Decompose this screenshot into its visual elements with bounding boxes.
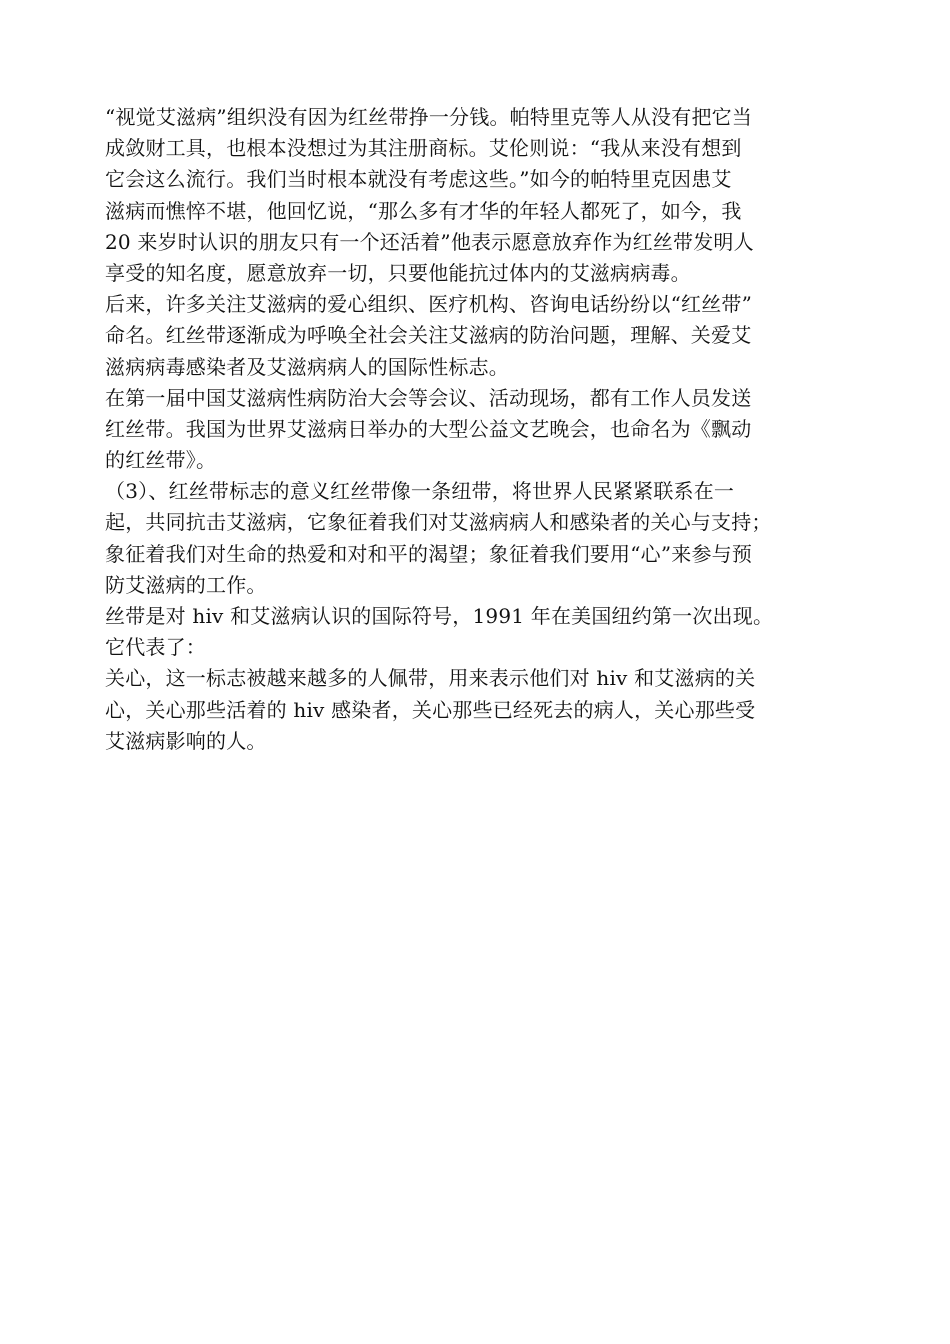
text-line: 享受的知名度，愿意放弃一切，只要他能抗过体内的艾滋病病毒。 (105, 260, 691, 285)
text-line: 它代表了： (105, 635, 206, 660)
text-line: 防艾滋病的工作。 (105, 572, 267, 597)
text-line: 滋病病毒感染者及艾滋病病人的国际性标志。 (105, 354, 509, 379)
document-body (105, 102, 853, 757)
text-line: 关心，这一标志被越来越多的人佩带，用来表示他们对 hiv 和艾滋病的关 (105, 666, 756, 691)
text-line: （3）、红丝带标志的意义红丝带像一条纽带，将世界人民紧紧联系在一 (105, 479, 735, 504)
text-line: 红丝带。我国为世界艾滋病日举办的大型公益文艺晚会，也命名为《飘动 (105, 416, 752, 441)
text-line: 丝带是对 hiv 和艾滋病认识的国际符号，1991 年在美国纽约第一次出现。 (105, 604, 774, 628)
text-line: 20 来岁时认识的朋友只有一个还活着”他表示愿意放弃作为红丝带发明人 (105, 229, 754, 254)
text-line: 命名。红丝带逐渐成为呼唤全社会关注艾滋病的防治问题，理解、关爱艾 (105, 323, 752, 348)
text-line: 在第一届中国艾滋病性病防治大会等会议、活动现场，都有工作人员发送 (105, 385, 752, 410)
text-line: 后来，许多关注艾滋病的爱心组织、医疗机构、咨询电话纷纷以“红丝带” (105, 292, 753, 317)
text-line: 它会这么流行。我们当时根本就没有考虑这些。”如今的帕特里克因患艾 (105, 167, 732, 192)
text-line: 滋病而憔悴不堪，他回忆说，“那么多有才华的年轻人都死了，如今，我 (105, 198, 742, 223)
text-line: 成敛财工具，也根本没想过为其注册商标。艾伦则说：“我从来没有想到 (105, 136, 742, 161)
text-line: 心，关心那些活着的 hiv 感染者，关心那些已经死去的病人，关心那些受 (105, 697, 756, 722)
text-line: 起，共同抗击艾滋病，它象征着我们对艾滋病病人和感染者的关心与支持； (105, 510, 772, 535)
text-line: 象征着我们对生命的热爱和对和平的渴望；象征着我们要用“心”来参与预 (105, 541, 753, 566)
text-line: 的红丝带》。 (105, 448, 217, 473)
text-line: 艾滋病影响的人。 (105, 728, 267, 753)
text-line: “视觉艾滋病”组织没有因为红丝带挣一分钱。帕特里克等人从没有把它当 (105, 105, 753, 129)
